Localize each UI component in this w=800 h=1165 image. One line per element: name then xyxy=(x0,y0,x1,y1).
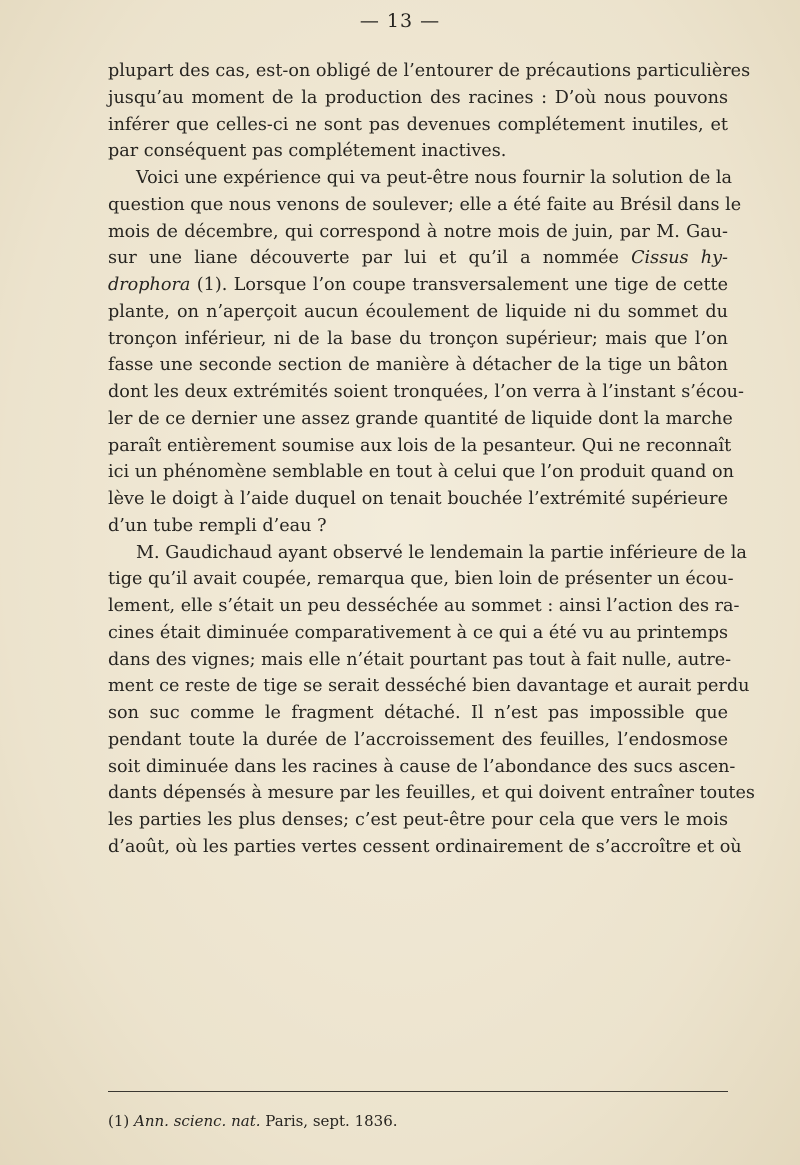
text-line: ici un phénomène semblable en tout à celui que l’on produit quand on xyxy=(108,462,734,483)
species-name: Cissus hy- xyxy=(631,248,728,269)
text-line: Voici une expérience qui va peut-être nous fournir la solution de la xyxy=(136,168,733,188)
text-fragment: (1). Lorsque l’on coupe transversalement une tige de cette xyxy=(190,275,728,295)
text-line: plupart des cas, est-on obligé de l’entourer de précautions particulières xyxy=(108,61,751,81)
text-line: question que nous venons de soulever; elle a été faite au Brésil dans le xyxy=(108,194,742,215)
text-line: ment ce reste de tige se serait desséché bien davantage et aurait perdu xyxy=(108,676,750,697)
text-line: son suc comme le fragment détaché. Il n’est pas impossible que xyxy=(108,703,728,723)
text-line: mois de décembre, qui correspond à notre mois de juin, par M. Gau- xyxy=(108,221,728,242)
species-name: drophora xyxy=(108,275,191,295)
text-line-with-italic xyxy=(108,272,728,299)
text-line: M. Gaudichaud ayant observé le lendemain la partie inférieure de la xyxy=(136,542,747,563)
text-line: soit diminuée dans les racines à cause de l’abondance des sucs ascen- xyxy=(108,756,736,777)
text-line: tige qu’il avait coupée, remarqua que, bien loin de présenter un écou- xyxy=(108,569,734,590)
text-line: lève le doigt à l’aide duquel on tenait bouchée l’extrémité supérieure xyxy=(108,489,728,509)
text-line: pendant toute la durée de l’accroissement des feuilles, l’endosmose xyxy=(108,729,728,750)
text-line: inférer que celles-ci ne sont pas devenues complétement inutiles, et xyxy=(108,114,728,135)
footnote xyxy=(108,1112,728,1130)
text-line: lement, elle s’était un peu desséchée au sommet : ainsi l’action des ra- xyxy=(108,596,740,616)
footnote-journal: Ann. scienc. nat. xyxy=(134,1112,261,1130)
text-line: paraît entièrement soumise aux lois de la pesanteur. Qui ne reconnaît xyxy=(108,435,732,456)
text-line: dans des vignes; mais elle n’était pourtant pas tout à fait nulle, autre- xyxy=(108,649,732,670)
text-line: dants dépensés à mesure par les feuilles, et qui doivent entraîner toutes xyxy=(108,783,755,804)
text-line: plante, on n’aperçoit aucun écoulement de liquide ni du sommet du xyxy=(108,301,728,322)
text-line: par conséquent pas complétement inactives. xyxy=(108,141,507,162)
text-line: fasse une seconde section de manière à détacher de la tige un bâton xyxy=(108,355,728,376)
text-line: d’août, où les parties vertes cessent ordinairement de s’accroître et où xyxy=(108,836,742,857)
footnote-marker: (1) xyxy=(108,1112,130,1130)
text-line: cines était diminuée comparativement à ce qui a été vu au printemps xyxy=(108,622,728,643)
text-fragment: sur une liane découverte par lui et qu’il a nommée xyxy=(108,248,632,269)
text-line: jusqu’au moment de la production des racines : D’où nous pouvons xyxy=(108,87,728,108)
footnote-divider xyxy=(108,1091,728,1092)
text-line: ler de ce dernier une assez grande quantité de liquide dont la marche xyxy=(108,408,733,429)
text-line: d’un tube rempli d’eau ? xyxy=(108,515,327,536)
text-line: les parties les plus denses; c’est peut-être pour cela que vers le mois xyxy=(108,810,728,830)
text-line: dont les deux extrémités soient tronquées, l’on verra à l’instant s’écou- xyxy=(108,382,744,402)
body-text xyxy=(108,58,755,861)
page-number: — 13 — xyxy=(359,10,441,32)
footnote-reference: Paris, sept. 1836. xyxy=(265,1112,398,1130)
text-line-with-italic xyxy=(108,245,728,272)
text-line: tronçon inférieur, ni de la base du tronçon supérieur; mais que l’on xyxy=(108,328,728,349)
